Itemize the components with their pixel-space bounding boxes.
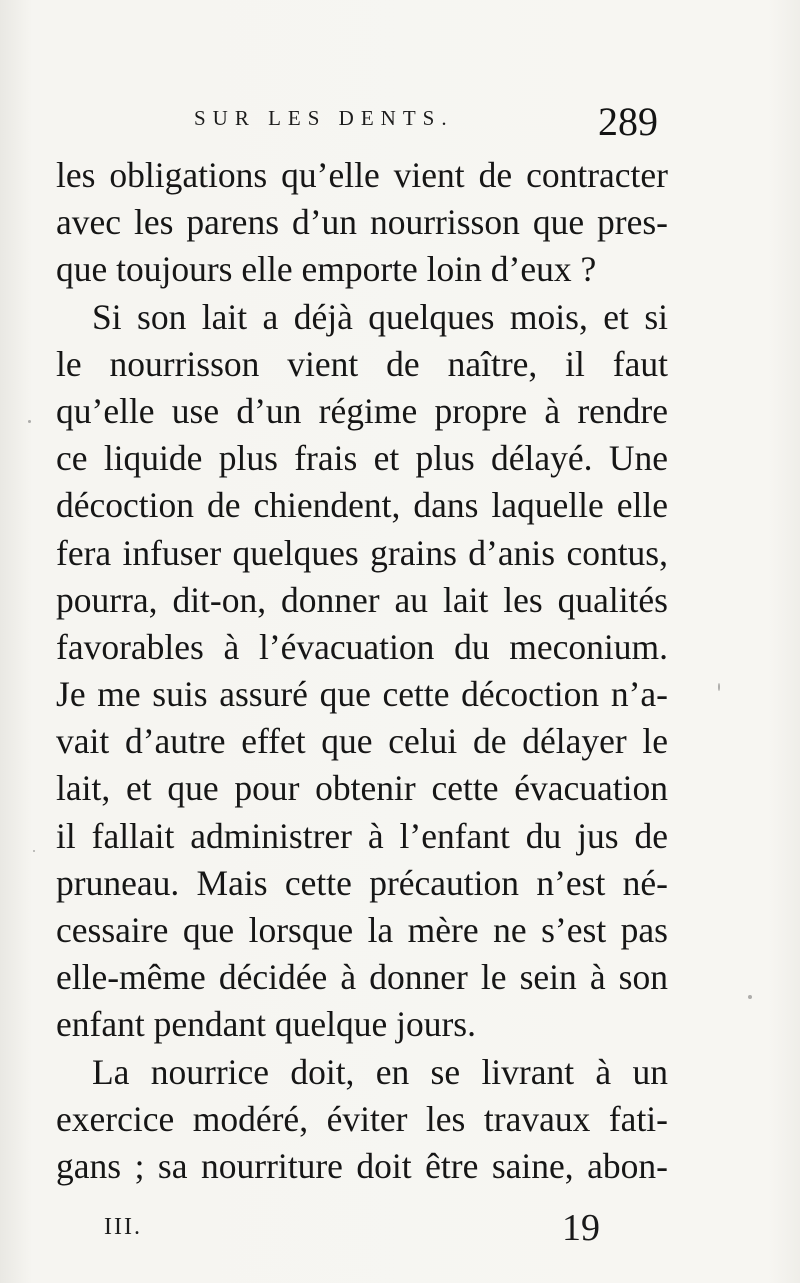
ink-speck (28, 420, 31, 423)
text-line: enfant pendant quelque jours. (56, 1004, 476, 1045)
text-line: Si son lait a déjà quelques mois, et si (92, 296, 668, 337)
page-footer (100, 1206, 600, 1256)
text-line: gans ; sa nourriture doit être saine, abon- (56, 1145, 668, 1186)
running-head (190, 98, 660, 148)
ink-speck (718, 683, 720, 691)
text-line: La nourrice doit, en se livrant à un (92, 1051, 668, 1092)
ink-speck (748, 995, 752, 999)
text-line: avec les parens d’un nourrisson que pres- (56, 202, 668, 243)
text-line: pruneau. Mais cette précaution n’est né- (56, 862, 668, 903)
text-line: il fallait administrer à l’enfant du jus de (56, 815, 668, 856)
text-line: favorables à l’évacuation du meconium. (56, 626, 668, 667)
text-line: exercice modéré, éviter les travaux fati- (56, 1098, 668, 1139)
text-line: décoction de chiendent, dans laquelle elle (56, 485, 668, 526)
body-text (56, 152, 668, 1190)
signature-mark: III. (104, 1214, 142, 1240)
text-line: ce liquide plus frais et plus délayé. Une (56, 438, 668, 479)
text-line: pourra, dit-on, donner au lait les qualités (56, 579, 668, 620)
text-line: le nourrisson vient de naître, il faut (56, 343, 668, 384)
text-line: Je me suis assuré que cette décoction n’a- (56, 674, 668, 715)
text-line: lait, et que pour obtenir cette évacuation (56, 768, 668, 809)
text-line: elle-même décidée à donner le sein à son (56, 957, 668, 998)
ink-speck (33, 850, 35, 852)
text-line: qu’elle use d’un régime propre à rendre (56, 390, 668, 431)
page-number: 289 (598, 99, 658, 144)
text-line: cessaire que lorsque la mère ne s’est pas (56, 910, 668, 950)
text-line: fera infuser quelques grains d’anis contus, (56, 532, 668, 573)
text-line: que toujours elle emporte loin d’eux ? (56, 249, 597, 290)
text-line: les obligations qu’elle vient de contracter (56, 155, 668, 195)
text-line: vait d’autre effet que celui de délayer le (56, 721, 668, 762)
running-title: SUR LES DENTS. (194, 106, 454, 130)
sheet-number: 19 (562, 1207, 600, 1249)
